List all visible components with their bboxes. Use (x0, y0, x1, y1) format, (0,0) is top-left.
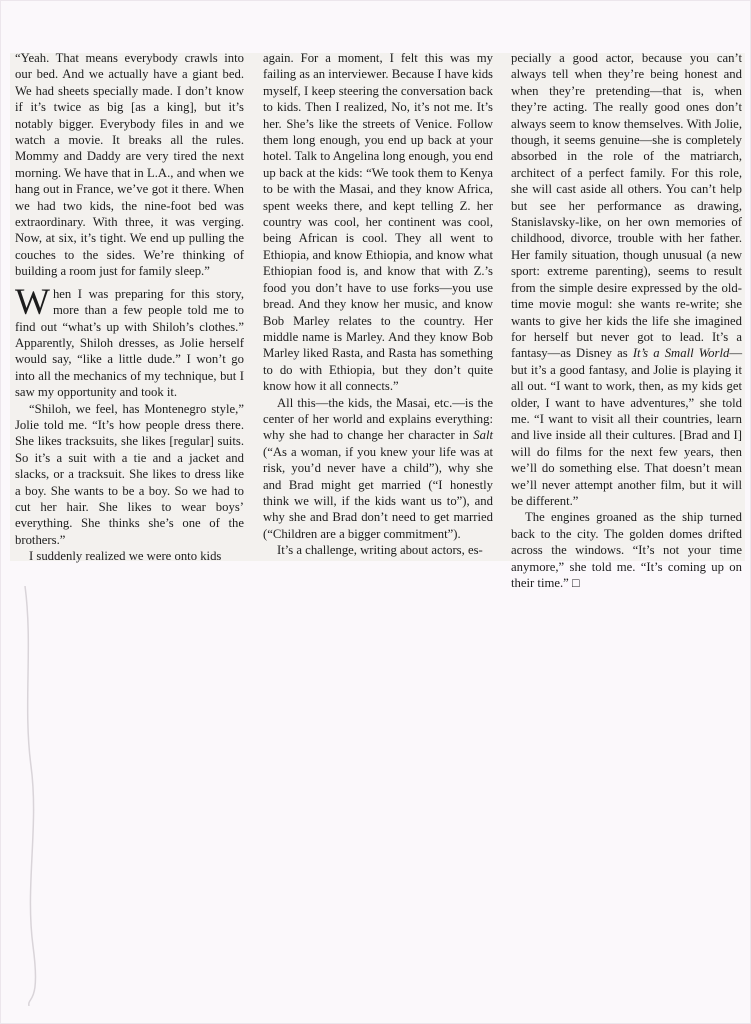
paragraph: The engines groaned as the ship turned back to the city. The golden domes drifted across the windows. “It’s not your time anymore,” she told me. “It’s coming up on their time.” □ (511, 510, 742, 590)
paragraph: again. For a moment, I felt this was my failing as an interviewer. Because I have kids myself, I keep steering the conversation back to kids. Then I realized, No, it’s not me. It’s her. She’s like the streets of Venice. Follow them long enough, you end up back at your hotel. Talk to Angelina long enough, you end up back at the kids: “We took them to Kenya to be with the Masai, and they know Africa, spent weeks there, and kept telling Z. her country was cool, her continent was cool, being African is cool. They all went to Ethiopia, and know Ethiopia, and know what Ethiopian food is, and know that with Z.’s food you don’t have to use forks—you use bread. And they know her music, and know Bob Marley relates to the country. Her middle name is Marley. And they know Bob Marley liked Rasta, and Rasta has something to do with Ethiopia, but they don’t quite know how it all connects.” (263, 51, 493, 394)
end-mark-icon: □ (571, 576, 580, 590)
drop-cap: W (15, 281, 50, 323)
paragraph: All this—the kids, the Masai, etc.—is the center of her world and explains everything: why she had to change her character in Salt (“As a woman, if you knew your life was at risk, you’d never have a child”), why she and Brad might get married (“I honestly think we will, if the kids want us to”), and why she and Brad don’t need to get married (“Children are a bigger commitment”). (263, 395, 493, 541)
article-column-2 (263, 50, 493, 559)
paragraph: “Yeah. That means everybody crawls into our bed. And we actually have a giant bed. We had sheets specially made. I don’t know if it’s twice as big [as a king], but it’s notably bigger. Everybody files in and we watch a movie. It breaks all the rules. Mommy and Daddy are very tired the next morning. We have that in L.A., and when we hang out in France, we’ve got it there. When we had two kids, the nine-foot bed was extraordinary. With three, it was verging. Now, at six, it’s tight. We end up pulling the couches to the sides. We’re thinking of building a room just for family sleep.” (15, 51, 244, 279)
paragraph: When I was preparing for this story, more than a few people told me to find out “what’s up with Shiloh’s clothes.” Apparently, Shiloh dresses, as Jolie herself would say, “like a little dude.” I won’t go into all the mechanics of my technique, but I saw my opportunity and took it. (15, 281, 244, 400)
paragraph: “Shiloh, we feel, has Montenegro style,” Jolie told me. “It’s how people dress there. She likes tracksuits, she likes [regular] suits. So it’s a suit with a tie and a jacket and slacks, or a tracksuit. She likes to dress like a boy. She wants to be a boy. So we had to cut her hair. She likes to wear boys’ everything. She thinks she’s one of the brothers.” (15, 401, 244, 547)
paragraph: It’s a challenge, writing about actors, es- (277, 543, 483, 558)
film-title: Salt (473, 428, 493, 443)
article-column-3 (511, 50, 742, 591)
paragraph: pecially a good actor, because you can’t always tell when they’re being honest and when they’re pretending—that is, when they’re acting. The really good ones don’t always seem to know themselves. With Jolie, though, it seems genuine—she is completely absorbed in the role of the matriarch, architect of a perfect family. For this role, she will cast aside all others. You can’t help but see her performance as drawing, Stanislavsky-like, on her own memories of childhood, divorce, trouble with her father. Her family situation, though unusual (a new sport: extreme parenting), seems to result from the simple desire expressed by the old-time movie mogul: she wants re-write; she wants to give her kids the life she imagined for herself but never got to lead. It’s a fantasy—as Disney as It’s a Small World—but it’s a good fantasy, and Jolie is playing it all out. “I want to work, then, as my kids get older, I want to have adventures,” she told me. “I want to visit all their countries, learn and live inside all their cultures. [Brad and I] will do films for the next few years, then we’ll do something else. That doesn’t mean we’ll never attempt another film, but it will be different.” (511, 51, 742, 508)
page-curl-shadow (19, 586, 39, 1006)
paragraph: I suddenly realized we were onto kids (29, 549, 222, 564)
work-title: It’s a Small World (632, 346, 730, 361)
article-column-1 (15, 50, 244, 565)
